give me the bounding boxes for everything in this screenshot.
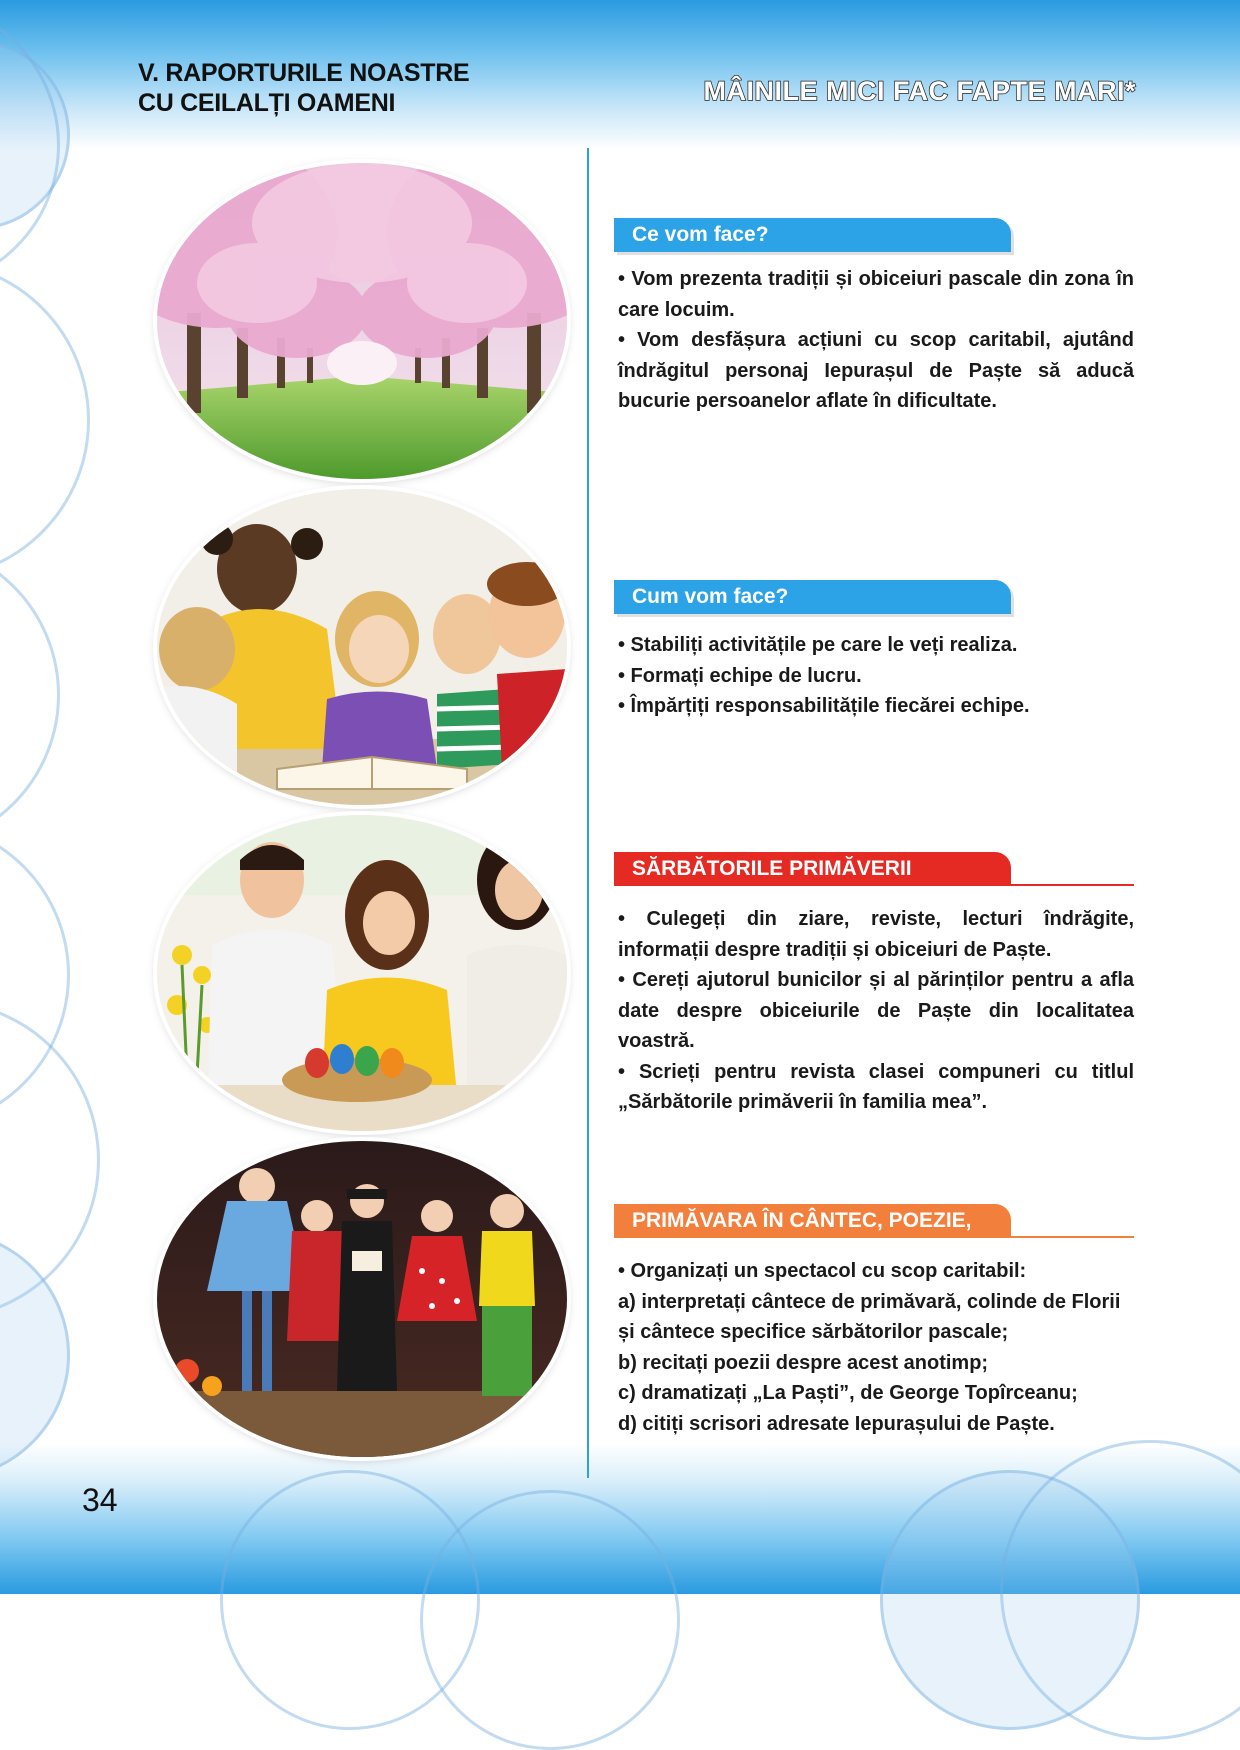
family-painting-easter-eggs-photo — [157, 815, 567, 1131]
chapter-title-line1: V. RAPORTURILE NOASTRE — [138, 59, 470, 87]
section-line: a) interpretați cântece de primăvară, colinde de Florii și cântece specifice sărbătorilor pascale; — [618, 1290, 1121, 1343]
section-line: b) recitați poezii despre acest anotimp; — [618, 1351, 989, 1374]
cherry-blossom-alley-photo — [157, 163, 567, 479]
children-reading-book-photo — [157, 489, 567, 805]
column-divider — [587, 148, 589, 1478]
section-line: • Formați echipe de lucru. — [618, 664, 862, 687]
page-number: 34 — [82, 1482, 118, 1518]
section-line: • Vom prezenta tradiții și obiceiuri pascale din zona în care locuim. — [618, 268, 1134, 321]
section-line: • Stabiliți activitățile pe care le veți realiza. — [618, 634, 1018, 656]
section-body-spring-holidays — [618, 904, 1134, 1118]
section-line: • Organizați un spectacol cu scop caritabil: — [618, 1260, 1027, 1282]
project-title: MÂINILE MICI FAC FAPTE MARI* — [703, 76, 1136, 106]
decorative-circle — [420, 1490, 680, 1750]
section-heading-spring-song: PRIMĂVARA ÎN CÂNTEC, POEZIE, JOCI — [614, 1204, 1011, 1238]
section-line: • Scrieți pentru revista clasei compuneri cu titlul „Sărbătorile primăverii în familia mea”. — [618, 1060, 1134, 1113]
section-line: d) citiți scrisori adresate Iepurașului de Paște. — [618, 1412, 1055, 1435]
section-body-how — [618, 630, 1134, 722]
section-heading-what: Ce vom face? — [614, 218, 1011, 252]
section-line: • Vom desfășura acțiuni cu scop caritabil, ajutând îndrăgitul personaj Iepurașul de Paște să aducă bucurie persoanelor aflate în dificultate. — [618, 329, 1134, 412]
heading-underline — [1000, 884, 1134, 886]
section-heading-spring-holidays: SĂRBĂTORILE PRIMĂVERII — [614, 852, 1011, 886]
children-stage-performance-photo — [157, 1141, 567, 1457]
chapter-title — [138, 58, 469, 118]
section-line: c) dramatizați „La Paști”, de George Topîrceanu; — [618, 1382, 1078, 1404]
decorative-circle — [0, 260, 90, 580]
decorative-circle — [0, 540, 60, 850]
section-heading-how: Cum vom face? — [614, 580, 1011, 614]
section-line: • Culegeți din ziare, reviste, lecturi îndrăgite, informații despre tradiții și obiceiuri de Paște. — [618, 908, 1134, 961]
heading-underline — [1000, 1236, 1134, 1238]
decorative-circle — [0, 1230, 70, 1480]
section-line: • Cereți ajutorul bunicilor și al părinților pentru a afla date despre obiceiurile de Paște din localitatea voastră. — [618, 969, 1134, 1052]
section-body-spring-song — [618, 1256, 1134, 1439]
chapter-title-line2: CU CEILALȚI OAMENI — [138, 89, 396, 117]
section-line: • Împărțiți responsabilitățile fiecărei echipe. — [618, 695, 1030, 717]
section-body-what — [618, 264, 1134, 417]
